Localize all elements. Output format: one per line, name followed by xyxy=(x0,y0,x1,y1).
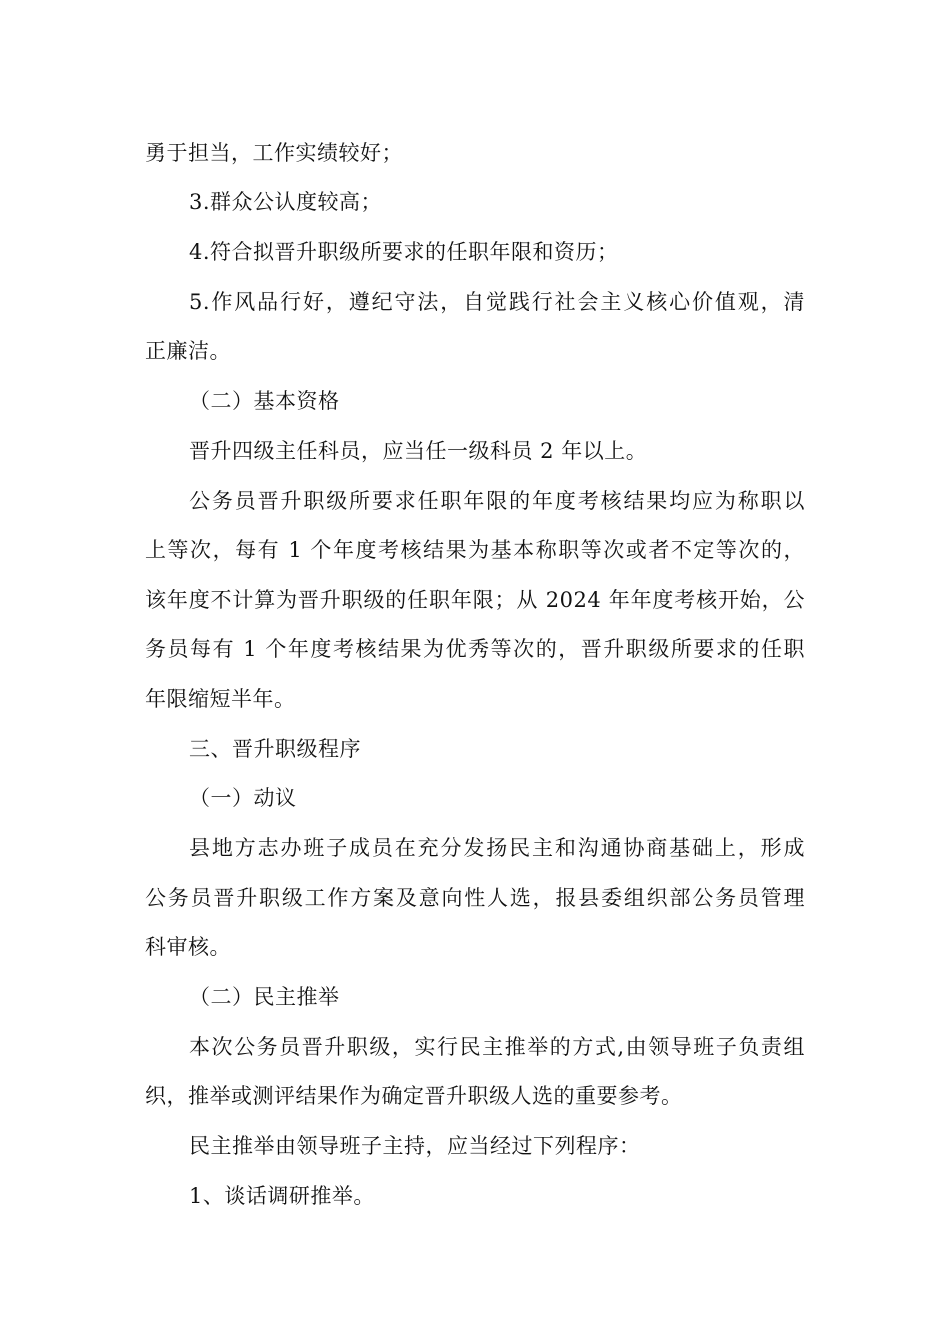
text-line: 上等次，每有 1 个年度考核结果为基本称职等次或者不定等次的， xyxy=(145,538,805,562)
section-heading: 三、晋升职级程序 xyxy=(189,737,361,761)
text-line: 该年度不计算为晋升职级的任职年限；从 2024 年年度考核开始，公 xyxy=(145,588,805,612)
text-line: 年限缩短半年。 xyxy=(145,687,296,711)
text-line: 正廉洁。 xyxy=(145,339,231,363)
text-line: 县地方志办班子成员在充分发扬民主和沟通协商基础上，形成 xyxy=(189,836,805,860)
section-heading: （二）民主推举 xyxy=(189,985,340,1009)
text-line: 勇于担当，工作实绩较好； xyxy=(145,141,403,165)
text-line: 织，推举或测评结果作为确定晋升职级人选的重要参考。 xyxy=(145,1084,683,1108)
text-line: 务员每有 1 个年度考核结果为优秀等次的，晋升职级所要求的任职 xyxy=(145,637,805,661)
section-heading: （一）动议 xyxy=(189,786,297,810)
text-line: 1、谈话调研推举。 xyxy=(189,1184,375,1208)
text-line: 3.群众公认度较高； xyxy=(189,190,383,214)
text-line: 本次公务员晋升职级，实行民主推举的方式,由领导班子负责组 xyxy=(189,1035,805,1059)
text-line: 4.符合拟晋升职级所要求的任职年限和资历； xyxy=(189,240,619,264)
text-line: 公务员晋升职级所要求任职年限的年度考核结果均应为称职以 xyxy=(189,489,805,513)
text-line: 晋升四级主任科员，应当任一级科员 2 年以上。 xyxy=(189,439,648,463)
text-line: 公务员晋升职级工作方案及意向性人选，报县委组织部公务员管理 xyxy=(145,886,805,910)
text-line: 5.作风品行好，遵纪守法，自觉践行社会主义核心价值观，清 xyxy=(189,290,805,314)
text-line: 科审核。 xyxy=(145,935,231,959)
section-heading: （二）基本资格 xyxy=(189,389,340,413)
text-line: 民主推举由领导班子主持，应当经过下列程序： xyxy=(189,1134,641,1158)
